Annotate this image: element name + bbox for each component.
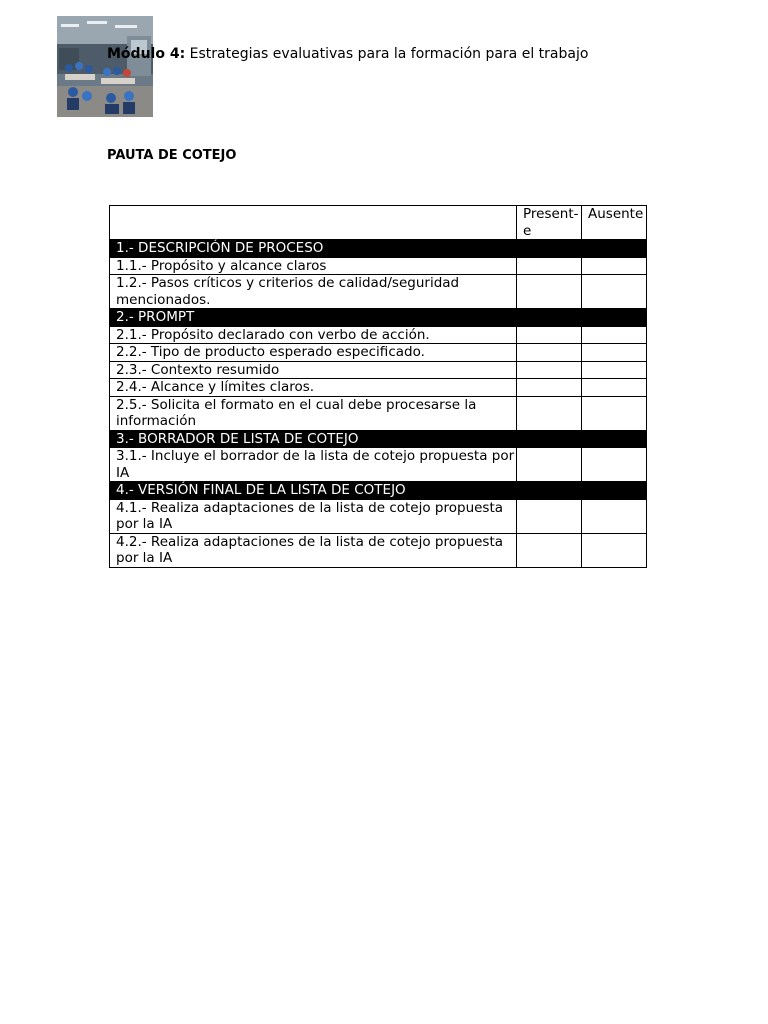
criterion-cell: 2.5.- Solicita el formato en el cual debe procesarse la información [110, 396, 517, 430]
absent-cell[interactable] [582, 396, 647, 430]
checklist-table [109, 205, 647, 568]
module-header [107, 45, 588, 63]
table-row [110, 275, 647, 309]
module-title: Estrategias evaluativas para la formación para el trabajo [189, 46, 589, 62]
table-row [110, 257, 647, 275]
absent-cell[interactable] [582, 275, 647, 309]
criterion-cell: 2.3.- Contexto resumido [110, 361, 517, 379]
present-cell[interactable] [517, 448, 582, 482]
present-cell[interactable] [517, 379, 582, 397]
present-cell[interactable] [517, 361, 582, 379]
table-row [110, 361, 647, 379]
absent-cell[interactable] [582, 499, 647, 533]
absent-cell[interactable] [582, 533, 647, 567]
criterion-cell: 3.1.- Incluye el borrador de la lista de cotejo propuesta por IA [110, 448, 517, 482]
absent-cell[interactable] [582, 448, 647, 482]
section-label: 2.- PROMPT [110, 309, 647, 327]
section-label: 3.- BORRADOR DE LISTA DE COTEJO [110, 430, 647, 448]
section-label: 4.- VERSIÓN FINAL DE LA LISTA DE COTEJO [110, 482, 647, 500]
criterion-cell: 2.1.- Propósito declarado con verbo de acción. [110, 326, 517, 344]
present-cell[interactable] [517, 326, 582, 344]
present-cell[interactable] [517, 257, 582, 275]
table-row [110, 533, 647, 567]
criterion-cell: 4.1.- Realiza adaptaciones de la lista de cotejo propuesta por la IA [110, 499, 517, 533]
absent-cell[interactable] [582, 361, 647, 379]
present-cell[interactable] [517, 275, 582, 309]
present-cell[interactable] [517, 533, 582, 567]
section-row [110, 240, 647, 258]
table-row [110, 396, 647, 430]
table-row [110, 448, 647, 482]
present-cell[interactable] [517, 499, 582, 533]
present-cell[interactable] [517, 344, 582, 362]
header-classroom-photo [57, 16, 153, 117]
header-cell-criteria [110, 206, 517, 240]
section-label: 1.- DESCRIPCIÓN DE PROCESO [110, 240, 647, 258]
table-header-row [110, 206, 647, 240]
table-row [110, 499, 647, 533]
absent-cell[interactable] [582, 326, 647, 344]
criterion-cell: 1.1.- Propósito y alcance claros [110, 257, 517, 275]
section-row [110, 309, 647, 327]
table-row [110, 344, 647, 362]
document-title: PAUTA DE COTEJO [107, 148, 237, 163]
criterion-cell: 2.4.- Alcance y límites claros. [110, 379, 517, 397]
module-label: Módulo 4: [107, 46, 186, 62]
absent-cell[interactable] [582, 379, 647, 397]
table-row [110, 379, 647, 397]
section-row [110, 482, 647, 500]
absent-cell[interactable] [582, 257, 647, 275]
present-cell[interactable] [517, 396, 582, 430]
absent-cell[interactable] [582, 344, 647, 362]
header-cell-absent: Ausente [582, 206, 647, 240]
criterion-cell: 2.2.- Tipo de producto esperado especificado. [110, 344, 517, 362]
criterion-cell: 1.2.- Pasos críticos y criterios de calidad/seguridad mencionados. [110, 275, 517, 309]
table-row [110, 326, 647, 344]
criterion-cell: 4.2.- Realiza adaptaciones de la lista de cotejo propuesta por la IA [110, 533, 517, 567]
header-cell-present: Presente [517, 206, 582, 240]
section-row [110, 430, 647, 448]
